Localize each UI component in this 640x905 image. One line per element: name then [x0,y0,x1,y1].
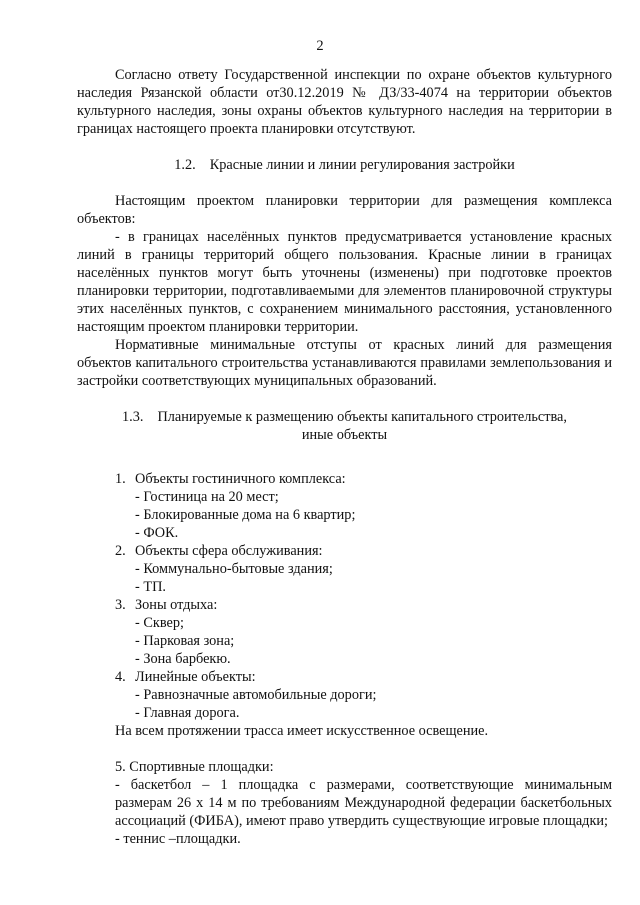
sports-tennis: - теннис –площадки. [115,831,241,847]
section-1-2-title: Красные линии и линии регулирования застройки [209,157,515,173]
list-group-label: Зоны отдыха: [135,597,218,613]
list-group [77,470,612,488]
section-1-2-paragraph-1: Настоящим проектом планировки территории для размещения комплекса объектов: [77,193,612,227]
list-item: - ТП. [135,579,166,595]
list-group [77,668,612,686]
list-item: - ФОК. [135,525,179,541]
list-item: - Коммунально-бытовые здания; [135,561,333,577]
list-group-number: 1. [115,471,126,487]
section-1-3-number: 1.3. [122,409,144,425]
document-body [77,66,612,848]
intro-paragraph: Согласно ответу Государственной инспекции по охране объектов культурного наследия Рязанской области от30.12.2019 № ДЗ/33-4074 на территории объектов культурного наследия, зоны охраны объектов культурного наследия на территории в границах настоящего проекта планировки отсутствуют. [77,67,612,137]
list-group-label: Объекты гостиничного комплекса: [135,471,346,487]
list-group-number: 4. [115,669,126,685]
list-item: - Равнозначные автомобильные дороги; [135,687,377,703]
section-1-2-heading [77,156,612,174]
section-1-2-number: 1.2. [174,157,196,173]
list-item: - Зона барбекю. [135,651,231,667]
list-group-label: Линейные объекты: [135,669,256,685]
list-item: - Главная дорога. [135,705,240,721]
lighting-note: На всем протяжении трасса имеет искусственное освещение. [115,723,489,739]
list-item: - Сквер; [135,615,184,631]
list-group-label: Объекты сфера обслуживания: [135,543,323,559]
list-item: - Гостиница на 20 мест; [135,489,279,505]
list-item: - Блокированные дома на 6 квартир; [135,507,356,523]
sports-basketball: - баскетбол – 1 площадка с размерами, соответствующие минимальным размерам 26 х 14 м по требованиям Международной федерации баскетбольных ассоциаций (ФИБА), имеют право утвердить существующие игровые площадки; [115,777,612,829]
list-group [77,596,612,614]
list-item: - Парковая зона; [135,633,235,649]
section-1-3-title-line-1: Планируемые к размещению объекты капитального строительства, [157,409,567,425]
sports-label: 5. Спортивные площадки: [115,759,274,775]
page-number: 2 [316,38,324,54]
section-1-2-paragraph-2: - в границах населённых пунктов предусматривается установление красных линий в границы территорий общего пользования. Красные линии в границах населённых пунктов могут быть уточнены (изменены) при подготовке проектов планировки территории, подготавливаемыми для элементов планировочной структуры этих населённых пунктов, с сохранением минимального расстояния, установленного настоящим проектом планировки территории. [77,229,612,335]
list-group [77,542,612,560]
section-1-3-heading [77,408,612,444]
list-group-number: 3. [115,597,126,613]
section-1-3-title-line-2: иные объекты [301,427,388,443]
list-group-number: 2. [115,543,126,559]
section-1-2-paragraph-3: Нормативные минимальные отступы от красных линий для размещения объектов капитального строительства устанавливаются правилами землепользования и застройки соответствующих муниципальных образований. [77,337,612,389]
objects-list [77,470,612,722]
